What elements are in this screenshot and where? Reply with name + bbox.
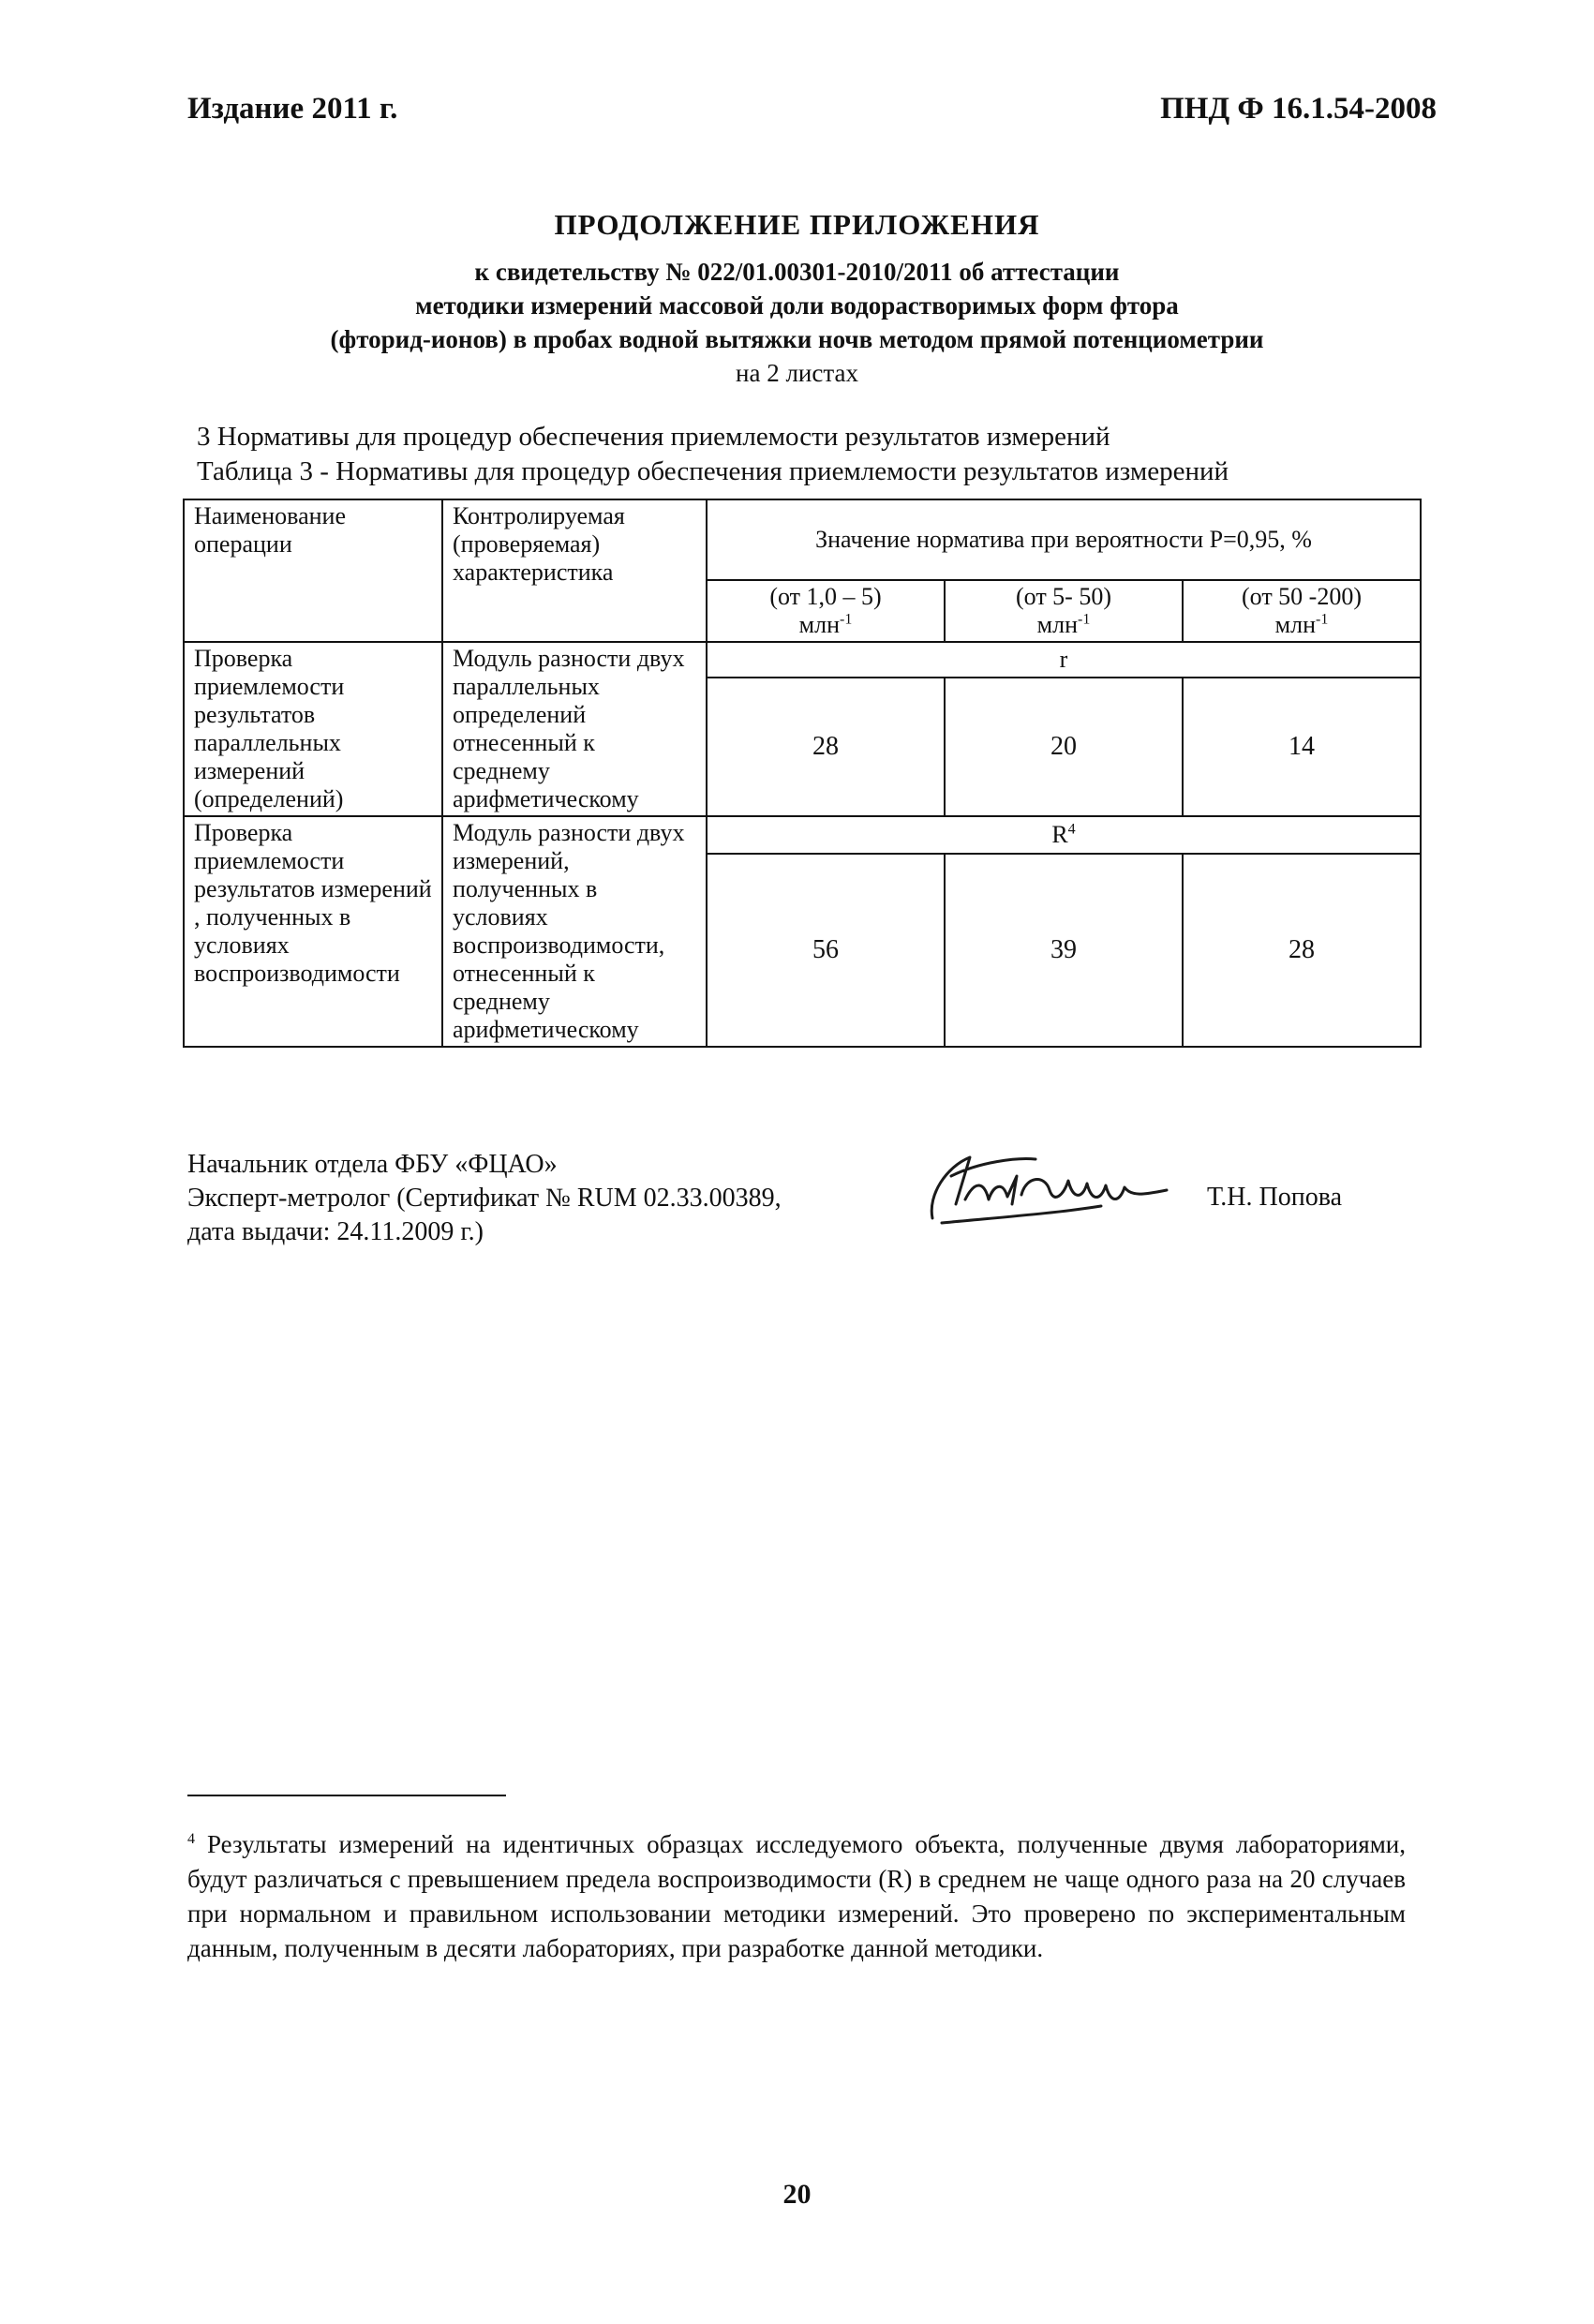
norm-symbol bbox=[707, 642, 1421, 678]
section-heading: 3 Нормативы для процедур обеспечения приемлемости результатов измерений bbox=[197, 422, 1110, 452]
value-cell: 56 bbox=[707, 854, 945, 1047]
page-number: 20 bbox=[782, 2179, 812, 2210]
document-number: ПНД Ф 16.1.54-2008 bbox=[1160, 92, 1437, 126]
characteristic-cell: Модуль разности двух измерений, полученных в условиях воспроизводимости, отнесенный к среднему арифметическому bbox=[442, 816, 707, 1047]
footnote bbox=[187, 1827, 1406, 1966]
signature-block bbox=[187, 1148, 782, 1249]
range-unit: млн bbox=[1036, 611, 1078, 638]
range-exponent: -1 bbox=[1078, 611, 1091, 628]
header-operation: Наименование операции bbox=[184, 499, 442, 642]
norms-table bbox=[183, 499, 1422, 1048]
range-label: (от 5- 50) bbox=[1016, 583, 1111, 610]
value-cell: 28 bbox=[707, 678, 945, 816]
range-unit: млн bbox=[798, 611, 840, 638]
range-unit: млн bbox=[1274, 611, 1317, 638]
value-cell: 28 bbox=[1183, 854, 1421, 1047]
footnote-marker: 4 bbox=[187, 1831, 195, 1847]
handwritten-signature bbox=[914, 1139, 1176, 1242]
symbol-text: R bbox=[1051, 821, 1068, 848]
table-header-row bbox=[184, 499, 1421, 580]
value-cell: 39 bbox=[945, 854, 1183, 1047]
certificate-line: методики измерений массовой доли водорастворимых форм фтора bbox=[415, 291, 1179, 320]
range-exponent: -1 bbox=[1316, 611, 1329, 628]
range-exponent: -1 bbox=[840, 611, 853, 628]
certificate-line: к свидетельству № 022/01.00301-2010/2011 об аттестации bbox=[474, 258, 1120, 286]
signer-role: Эксперт-метролог (Сертификат № RUM 02.33.00389, bbox=[187, 1184, 782, 1213]
table-row bbox=[184, 816, 1421, 854]
operation-cell: Проверка приемлемости результатов параллельных измерений (определений) bbox=[184, 642, 442, 816]
signer-position: Начальник отдела ФБУ «ФЦАО» bbox=[187, 1150, 558, 1179]
header-characteristic: Контролируемая (проверяемая) характеристика bbox=[442, 499, 707, 642]
norm-symbol bbox=[707, 816, 1421, 854]
range-label: (от 1,0 – 5) bbox=[769, 583, 882, 610]
certificate-reference bbox=[0, 255, 1594, 390]
appendix-title: ПРОДОЛЖЕНИЕ ПРИЛОЖЕНИЯ bbox=[554, 208, 1040, 241]
certificate-line: на 2 листах bbox=[736, 359, 858, 387]
characteristic-cell: Модуль разности двух параллельных определений отнесенный к среднему арифметическому bbox=[442, 642, 707, 816]
range-header bbox=[1183, 580, 1421, 642]
footnote-divider bbox=[187, 1795, 506, 1796]
certificate-line: (фторид-ионов) в пробах водной вытяжки ночв методом прямой потенциометрии bbox=[330, 325, 1264, 353]
value-cell: 14 bbox=[1183, 678, 1421, 816]
certificate-date: дата выдачи: 24.11.2009 г.) bbox=[187, 1217, 484, 1246]
header-norm-value: Значение норматива при вероятности P=0,95, % bbox=[707, 499, 1421, 580]
footnote-ref: 4 bbox=[1067, 821, 1076, 838]
footnote-text: Результаты измерений на идентичных образцах исследуемого объекта, полученные двумя лабораториями, будут различаться с превышением предела воспроизводимости (R) в среднем не чаще одного раза на 20 случаев при нормальном и правильном использовании методики измерений. Это проверено по экспериментальным данным, полученным в десяти лабораториях, при разработке данной методики. bbox=[187, 1830, 1406, 1962]
range-label: (от 50 -200) bbox=[1242, 583, 1362, 610]
range-header bbox=[945, 580, 1183, 642]
table-row bbox=[184, 642, 1421, 678]
range-header bbox=[707, 580, 945, 642]
edition-label: Издание 2011 г. bbox=[187, 92, 398, 126]
value-cell: 20 bbox=[945, 678, 1183, 816]
table-caption: Таблица 3 - Нормативы для процедур обеспечения приемлемости результатов измерений bbox=[197, 456, 1229, 486]
operation-cell: Проверка приемлемости результатов измерений , полученных в условиях воспроизводимости bbox=[184, 816, 442, 1047]
signer-name: Т.Н. Попова bbox=[1207, 1183, 1343, 1212]
symbol-text: r bbox=[1059, 646, 1068, 674]
